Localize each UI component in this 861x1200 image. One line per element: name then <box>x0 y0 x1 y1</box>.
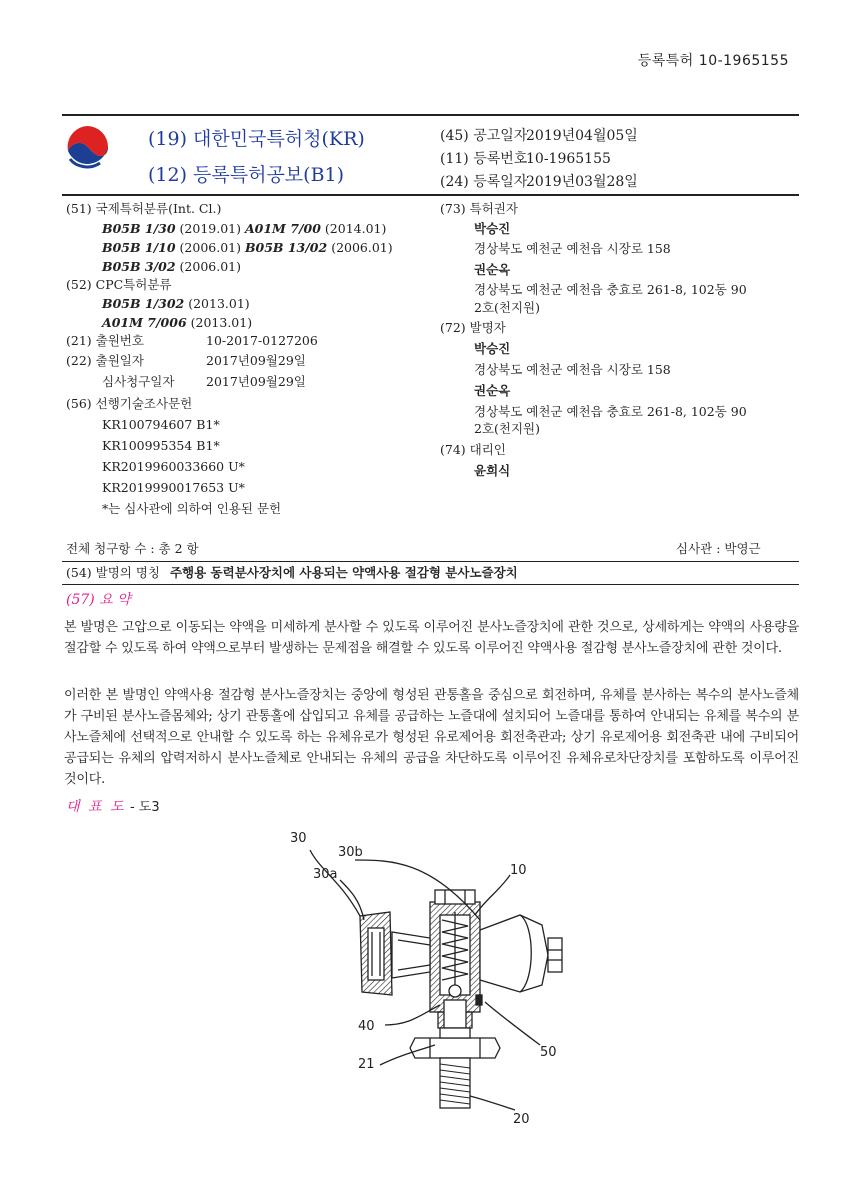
cpc-version: (2013.01) <box>190 315 253 330</box>
app-date-label: (22) 출원일자 <box>66 353 144 368</box>
prior-art-item: KR100794607 B1* <box>102 417 220 432</box>
title-bottom-rule <box>62 584 799 585</box>
patentee-name: 권순옥 <box>474 262 511 277</box>
prior-art-note: *는 심사관에 의하여 인용된 문헌 <box>102 501 282 516</box>
prior-art-item: KR2019960033660 U* <box>102 459 245 474</box>
patentee-address: 2호(천지원) <box>474 300 541 315</box>
ipc-code: B05B 1/10 <box>102 240 176 255</box>
label-30: 30 <box>290 831 307 846</box>
label-20: 20 <box>513 1112 530 1125</box>
representative-figure-value: - 도3 <box>129 800 160 815</box>
announce-date-row <box>440 125 638 145</box>
announce-date: 2019년04월05일 <box>526 128 638 144</box>
registration-number-header: 등록특허 10-1965155 <box>637 53 789 69</box>
patentee-name: 박승진 <box>474 221 511 236</box>
ipc-row-3 <box>102 257 241 277</box>
label-50: 50 <box>540 1045 557 1060</box>
prior-art-label: (56) 선행기술조사문헌 <box>66 396 193 411</box>
claims-count: 전체 청구항 수 : 총 2 항 <box>66 541 199 556</box>
ipc-version: (2019.01) <box>179 221 241 236</box>
patentee-label: (73) 특허권자 <box>440 201 518 216</box>
representative-figure-row <box>66 796 160 816</box>
publication-type: (12) 등록특허공보(B1) <box>148 164 345 186</box>
header-bottom-rule <box>62 194 799 196</box>
abstract-paragraph-2: 이러한 본 발명인 약액사용 절감형 분사노즐장치는 중앙에 형성된 관통홀을 중심으로 회전하며, 유체를 분사하는 복수의 분사노즐체가 구비된 분사노즐몸체와; 상기 관통홀에 삽입되고 유체를 공급하는 노즐대에 설치되어 노즐대를 통하여 안내되는 유체를 복수의 분사노즐체에 선택적으로 안내할 수 있도록 하는 유체유로가 형성된 유로제어용 회전축관과; 상기 유로제어용 회전축관 내에 구비되어 공급되는 유체의 압력저하시 분사노즐체로 안내되는 유체의 공급을 차단하도록 이루어진 유체유로차단장치를 포함하도록 이루어진 것이다. <box>64 688 799 787</box>
ipc-code: B05B 1/30 <box>102 221 176 236</box>
agent-label: (74) 대리인 <box>440 442 506 457</box>
ipc-label: (51) 국제특허분류(Int. Cl.) <box>66 201 222 216</box>
patentee-address: 경상북도 예천군 예천읍 충효로 261-8, 102동 90 <box>474 282 747 297</box>
exam-req-label: 심사청구일자 <box>102 374 175 389</box>
reg-number-label: (11) 등록번호 <box>440 151 528 167</box>
cpc-label: (52) CPC특허분류 <box>66 277 172 292</box>
app-no: 10-2017-0127206 <box>206 333 318 348</box>
ipc-version: (2014.01) <box>324 221 387 236</box>
ipc-row-2 <box>102 238 393 258</box>
ipc-version: (2006.01) <box>179 259 241 274</box>
abstract-label: (57) 요 약 <box>66 592 131 608</box>
agent-name: 윤희식 <box>474 463 511 478</box>
ipc-version: (2006.01) <box>179 240 241 255</box>
examiner: 심사관 : 박영근 <box>676 541 761 556</box>
inventor-address: 경상북도 예천군 예천읍 시장로 158 <box>474 362 671 377</box>
nozzle-device-figure <box>280 820 600 1125</box>
inventor-address: 2호(천지원) <box>474 421 541 436</box>
cpc-version: (2013.01) <box>188 296 250 311</box>
announce-date-label: (45) 공고일자 <box>440 128 528 144</box>
label-40: 40 <box>358 1019 375 1034</box>
header-top-rule <box>62 114 799 116</box>
inventor-name: 박승진 <box>474 341 511 356</box>
ipc-row-1 <box>102 219 386 239</box>
prior-art-item: KR100995354 B1* <box>102 438 220 453</box>
reg-date-row <box>440 171 638 191</box>
app-no-label: (21) 출원번호 <box>66 333 144 348</box>
exam-req-date: 2017년09월29일 <box>206 374 306 389</box>
cpc-code: A01M 7/006 <box>102 315 187 330</box>
invention-title-label: (54) 발명의 명칭 <box>66 565 160 580</box>
label-21: 21 <box>358 1057 375 1072</box>
label-10: 10 <box>510 863 527 878</box>
inventor-label: (72) 발명자 <box>440 320 506 335</box>
cpc-code: B05B 1/302 <box>102 296 185 311</box>
abstract-paragraph-1: 본 발명은 고압으로 이동되는 약액을 미세하게 분사할 수 있도록 이루어진 분사노즐장치에 관한 것으로, 상세하게는 약액의 사용량을 절감할 수 있도록 하여 약액으로부터 발생하는 문제점을 해결할 수 있도록 이루어진 약액사용 절감형 분사노즐장치에 관한 것이다. <box>64 620 800 656</box>
title-top-rule <box>62 561 799 562</box>
invention-title-row <box>66 563 518 583</box>
label-30a: 30a <box>313 867 338 882</box>
ipc-version: (2006.01) <box>331 240 393 255</box>
kipo-emblem-logo <box>64 123 110 173</box>
cpc-row-1 <box>102 294 250 314</box>
reg-date: 2019년03월28일 <box>526 174 638 190</box>
patentee-address: 경상북도 예천군 예천읍 시장로 158 <box>474 241 671 256</box>
inventor-name: 권순옥 <box>474 383 511 398</box>
reg-number-row <box>440 148 611 168</box>
invention-title: 주행용 동력분사장치에 사용되는 약액사용 절감형 분사노즐장치 <box>169 565 518 580</box>
ipc-code: A01M 7/00 <box>244 221 321 236</box>
cpc-row-2 <box>102 313 252 333</box>
reg-number: 10-1965155 <box>526 151 611 167</box>
ipc-code: B05B 13/02 <box>244 240 328 255</box>
label-30b: 30b <box>338 845 363 860</box>
prior-art-item: KR2019990017653 U* <box>102 480 245 495</box>
issuing-office: (19) 대한민국특허청(KR) <box>148 128 365 150</box>
inventor-address: 경상북도 예천군 예천읍 충효로 261-8, 102동 90 <box>474 404 747 419</box>
representative-figure-label: 대 표 도 <box>66 799 126 815</box>
app-date: 2017년09월29일 <box>206 353 306 368</box>
ipc-code: B05B 3/02 <box>102 259 176 274</box>
reg-date-label: (24) 등록일자 <box>440 174 528 190</box>
